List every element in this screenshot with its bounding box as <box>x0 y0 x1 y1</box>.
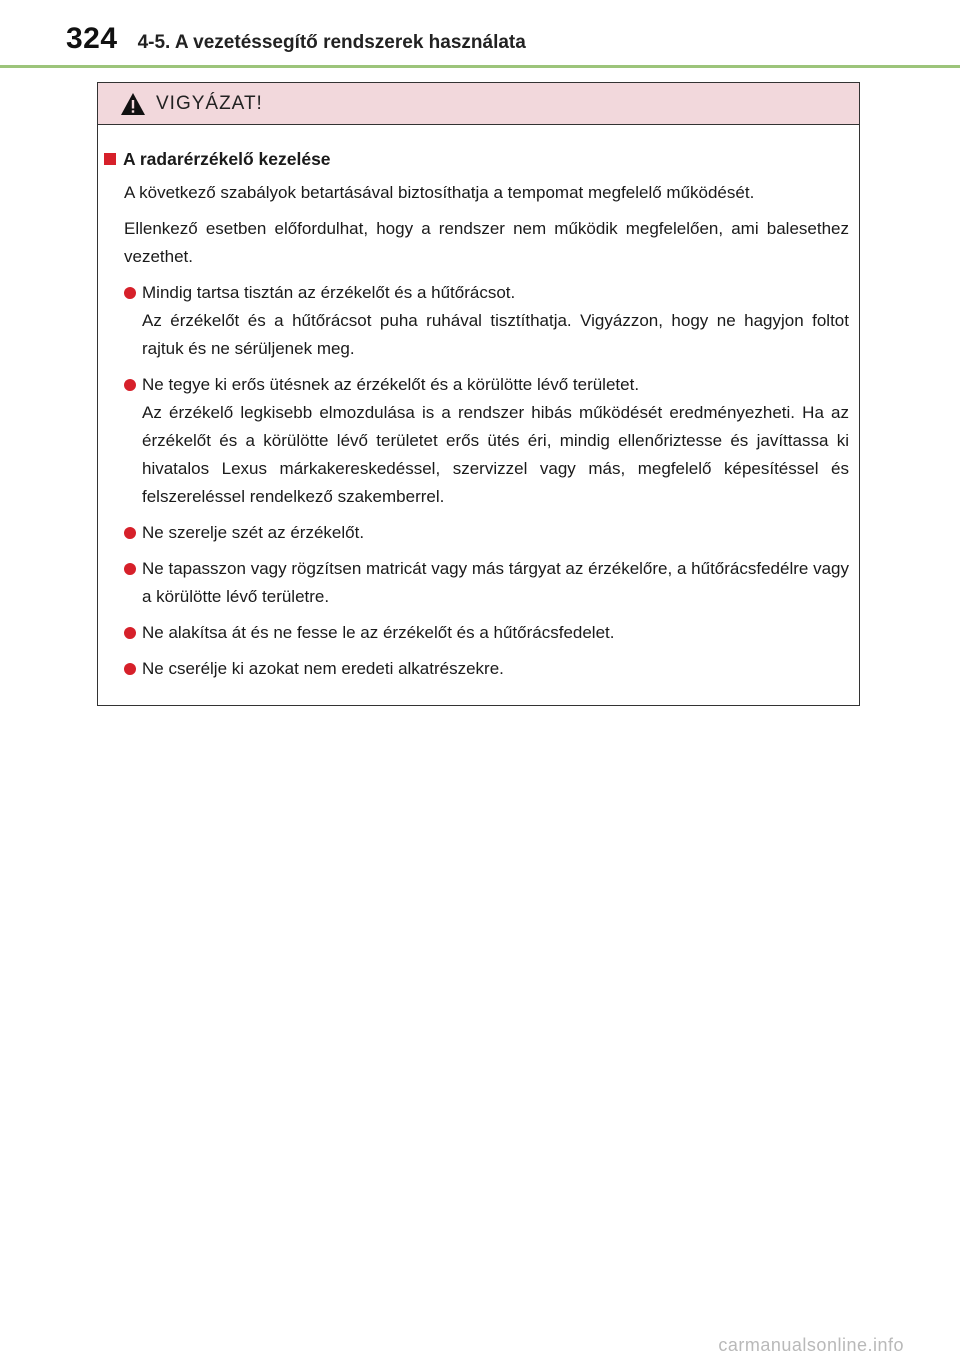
bullet-title: Mindig tartsa tisztán az érzékelőt és a hűtőrácsot. <box>142 283 516 302</box>
bullet-detail: Az érzékelő legkisebb elmozdulása is a rendszer hibás működését eredményezheti. Ha az érzékelőt és a körülötte lévő területet erős ütés éri, mindig ellenőriztesse és javíttassa ki hivatalos Lexus márkakereskedéssel, szervizzel vagy más, megfelelő képesítéssel és felszereléssel rendelkező szakemberrel. <box>142 403 849 506</box>
subheading-text: A radarérzékelő kezelése <box>123 149 331 169</box>
watermark: carmanualsonline.info <box>718 1335 904 1355</box>
round-bullet-icon <box>124 663 142 675</box>
bullet-item <box>124 279 849 363</box>
warning-header <box>98 83 859 125</box>
bullet-item <box>124 519 849 547</box>
bullet-item <box>124 555 849 611</box>
warning-box <box>97 82 860 706</box>
page-number: 324 <box>66 22 118 55</box>
round-bullet-icon <box>124 527 142 539</box>
page-header <box>66 22 526 62</box>
round-bullet-icon <box>124 287 142 299</box>
bullet-detail: Az érzékelőt és a hűtőrácsot puha ruhával tisztíthatja. Vigyázzon, hogy ne hagyjon foltot rajtuk és ne sérüljenek meg. <box>142 311 849 358</box>
bullet-title: Ne alakítsa át és ne fesse le az érzékelőt és a hűtőrácsfedelet. <box>142 623 615 642</box>
header-divider <box>0 65 960 68</box>
warning-body <box>98 125 859 683</box>
round-bullet-icon <box>124 563 142 575</box>
bullet-title: Ne tegye ki erős ütésnek az érzékelőt és a körülötte lévő területet. <box>142 375 640 394</box>
square-bullet-icon <box>104 153 116 165</box>
round-bullet-icon <box>124 627 142 639</box>
warning-subheading <box>104 145 849 173</box>
paragraph: Ellenkező esetben előfordulhat, hogy a rendszer nem működik megfelelően, ami balesethez vezethet. <box>124 219 849 266</box>
bullet-item <box>124 655 849 683</box>
warning-triangle-icon <box>120 92 146 116</box>
bullet-title: Ne tapasszon vagy rögzítsen matricát vagy más tárgyat az érzékelőre, a hűtőrácsfedélre vagy a körülötte lévő területre. <box>142 559 849 606</box>
bullet-item <box>124 619 849 647</box>
warning-title: VIGYÁZAT! <box>156 92 263 114</box>
bullet-title: Ne szerelje szét az érzékelőt. <box>142 523 365 542</box>
paragraph: A következő szabályok betartásával biztosíthatja a tempomat megfelelő működését. <box>124 183 755 202</box>
section-title: 4-5. A vezetéssegítő rendszerek használata <box>137 32 526 53</box>
bullet-item <box>124 371 849 511</box>
bullet-title: Ne cserélje ki azokat nem eredeti alkatrészekre. <box>142 659 504 678</box>
round-bullet-icon <box>124 379 142 391</box>
